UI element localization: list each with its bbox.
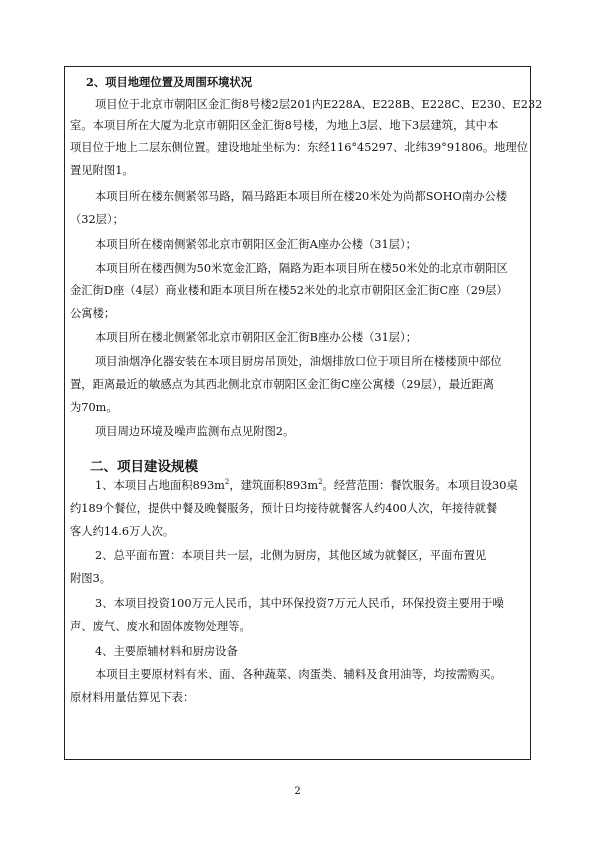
- paragraph-line: 项目周边环境及噪声监测布点见附图2。: [95, 425, 295, 438]
- paragraph-line: 公寓楼；: [70, 307, 116, 320]
- superscript: 2: [318, 478, 323, 487]
- section-title: 二、项目建设规模: [90, 459, 198, 475]
- paragraph-line: 金汇街D座（4层）商业楼和距本项目所在楼52米处的北京市朝阳区金汇街C座（29层）: [70, 284, 508, 297]
- paragraph-line: 声、废气、废水和固体废物处理等。: [70, 620, 251, 633]
- page-number: 2: [294, 786, 301, 797]
- paragraph-line: 本项目主要原材料有米、面、各种蔬菜、肉蛋类、辅料及食用油等，均按需购买。: [95, 668, 502, 681]
- paragraph-line: 室。本项目所在大厦为北京市朝阳区金汇街8号楼，为地上3层、地下3层建筑，其中本: [70, 119, 499, 132]
- text-fragment: 1、本项目占地面积893m: [95, 479, 225, 492]
- paragraph-line: 为70m。: [70, 401, 118, 414]
- paragraph-line: 2、总平面布置：本项目共一层，北侧为厨房，其他区域为就餐区，平面布置见: [95, 549, 487, 562]
- paragraph-line: 本项目所在楼北侧紧邻北京市朝阳区金汇街B座办公楼（31层）；: [95, 331, 418, 344]
- paragraph-line: 本项目所在楼东侧紧邻马路，隔马路距本项目所在楼20米处为尚都SOHO南办公楼: [95, 190, 507, 203]
- paragraph-line: 本项目所在楼南侧紧邻北京市朝阳区金汇街A座办公楼（31层）；: [95, 238, 417, 251]
- text-fragment: 。经营范围：餐饮服务。本项目设30桌: [322, 479, 518, 492]
- paragraph-line-area: [95, 479, 518, 493]
- paragraph-line: 3、本项目投资100万元人民币，其中环保投资7万元人民币，环保投资主要用于噪: [95, 597, 504, 610]
- paragraph-line: 客人约14.6万人次。: [70, 525, 175, 538]
- superscript: 2: [224, 478, 230, 487]
- paragraph-line: 置见附图1。: [70, 164, 134, 177]
- paragraph-line: 项目油烟净化器安装在本项目厨房吊顶处，油烟排放口位于项目所在楼楼顶中部位: [95, 355, 502, 368]
- paragraph-line: （32层）；: [70, 213, 124, 226]
- paragraph-line: 约189个餐位，提供中餐及晚餐服务，预计日均接待就餐客人约400人次，年接待就餐: [70, 502, 498, 515]
- paragraph-line: 附图3。: [70, 572, 112, 585]
- paragraph-line: 4、主要原辅材料和厨房设备: [95, 645, 238, 658]
- paragraph-line: 置，距离最近的敏感点为其西北侧北京市朝阳区金汇街C座公寓楼（29层），最近距离: [70, 378, 495, 391]
- subheading-location: 2、项目地理位置及周围环境状况: [86, 75, 253, 89]
- text-fragment: ，建筑面积893m: [229, 479, 319, 492]
- paragraph-line: 项目位于地上二层东侧位置。建设地址坐标为：东经116°45297、北纬39°91806。地理位: [70, 141, 529, 154]
- paragraph-line: 本项目所在楼西侧为50米宽金汇路，隔路为距本项目所在楼50米处的北京市朝阳区: [95, 262, 508, 275]
- paragraph-line: 项目位于北京市朝阳区金汇街8号楼2层201内E228A、E228B、E228C、E230、E232: [95, 98, 543, 111]
- paragraph-line: 原材料用量估算见下表：: [70, 691, 195, 704]
